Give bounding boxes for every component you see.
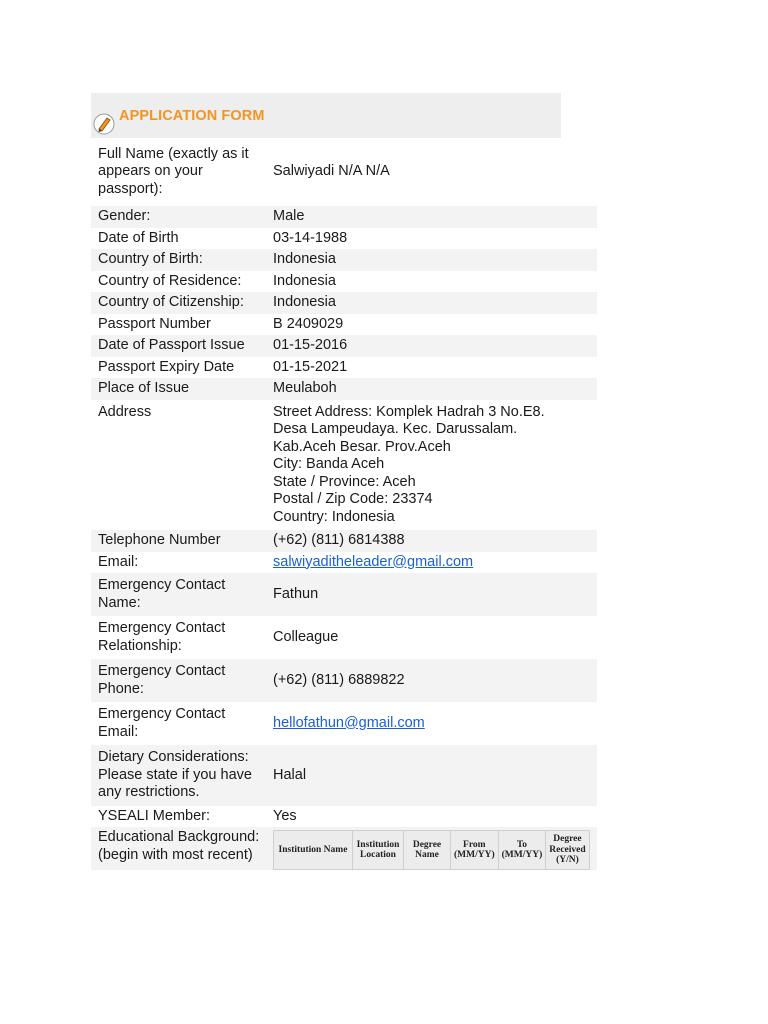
row-emergency-contact-email — [91, 702, 597, 745]
field-value: Indonesia — [266, 249, 597, 271]
row-yseali-member — [91, 806, 597, 828]
emergency-email-cell — [266, 702, 597, 745]
education-table — [273, 830, 590, 870]
address-line: State / Province: Aceh — [273, 473, 416, 490]
field-value: Halal — [266, 745, 597, 806]
row-country-of-residence — [91, 271, 597, 293]
row-address — [91, 400, 597, 531]
row-passport-number — [91, 314, 597, 336]
row-passport-expiry-date — [91, 357, 597, 379]
form-fields-table — [91, 138, 597, 870]
field-value: Yes — [273, 807, 297, 824]
address-line: Kab.Aceh Besar. Prov.Aceh — [273, 438, 451, 455]
field-label: Emergency Contact Email: — [98, 706, 226, 740]
field-value: 03-14-1988 — [273, 229, 348, 246]
column-header: Degree Name — [404, 831, 451, 870]
field-value: Salwiyadi N/A N/A — [273, 163, 390, 180]
field-value: Meulaboh — [266, 378, 597, 400]
field-value: Indonesia — [273, 272, 336, 289]
field-label: Email: — [98, 553, 139, 570]
column-header: To (MM/YY) — [498, 831, 546, 870]
field-label: Date of Birth — [98, 229, 179, 246]
address-value — [266, 400, 597, 531]
field-value: B 2409029 — [273, 315, 344, 332]
field-label: Emergency Contact Relationship: — [98, 620, 226, 654]
field-label: Passport Number — [98, 315, 211, 332]
address-line: Country: Indonesia — [273, 508, 395, 525]
form-header — [91, 93, 561, 138]
education-cell — [266, 827, 597, 870]
row-emergency-contact-name — [91, 573, 597, 616]
email-link[interactable]: salwiyaditheleader@gmail.com — [273, 553, 474, 570]
row-emergency-contact-relationship — [91, 616, 597, 659]
field-label: Country of Residence: — [98, 272, 242, 289]
row-country-of-birth — [91, 249, 597, 271]
address-line: Postal / Zip Code: 23374 — [273, 491, 433, 507]
field-label: Place of Issue — [91, 378, 266, 400]
field-label: Passport Expiry Date — [98, 358, 235, 375]
address-line: City: Banda Aceh — [273, 456, 385, 472]
row-educational-background — [91, 827, 597, 870]
field-label: Country of Citizenship: — [91, 292, 266, 314]
column-header: Degree Received (Y/N) — [546, 831, 589, 870]
field-value: 01-15-2021 — [273, 358, 348, 375]
field-label: Telephone Number — [91, 530, 266, 552]
education-header-row — [274, 831, 590, 870]
field-value: 01-15-2016 — [266, 335, 597, 357]
row-telephone — [91, 530, 597, 552]
field-value: Colleague — [273, 628, 339, 645]
row-full-name — [91, 138, 597, 206]
field-label: Dietary Considerations: Please state if you have any restrictions. — [91, 745, 266, 806]
field-value: Fathun — [266, 573, 597, 616]
field-label: Gender: — [91, 206, 266, 228]
field-label: Educational Background: (begin with most recent) — [91, 827, 266, 870]
field-label: Country of Birth: — [91, 249, 266, 271]
field-label: Address — [98, 403, 152, 420]
form-title: APPLICATION FORM — [119, 108, 265, 124]
address-line: Street Address: Komplek Hadrah 3 No.E8. — [273, 403, 545, 420]
row-passport-issue-date — [91, 335, 597, 357]
column-header: From (MM/YY) — [451, 831, 499, 870]
email-cell — [266, 552, 597, 574]
row-gender — [91, 206, 597, 228]
row-date-of-birth — [91, 228, 597, 250]
address-line: Desa Lampeudaya. Kec. Darussalam. — [273, 421, 518, 437]
row-place-of-issue — [91, 378, 597, 400]
field-label: YSEALI Member: — [98, 807, 211, 824]
column-header: Institution Name — [274, 831, 353, 870]
field-label: Emergency Contact Name: — [91, 573, 266, 616]
application-form — [91, 93, 597, 870]
field-value: Indonesia — [266, 292, 597, 314]
row-dietary-considerations — [91, 745, 597, 806]
field-value: (+62) (811) 6814388 — [266, 530, 597, 552]
emergency-email-link[interactable]: hellofathun@gmail.com — [273, 714, 425, 731]
row-country-of-citizenship — [91, 292, 597, 314]
field-value: Male — [266, 206, 597, 228]
field-value: (+62) (811) 6889822 — [266, 659, 597, 702]
row-email — [91, 552, 597, 574]
field-label: Date of Passport Issue — [91, 335, 266, 357]
pencil-icon — [93, 113, 115, 135]
column-header: Institution Location — [353, 831, 404, 870]
field-label: Full Name (exactly as it appears on your passport): — [98, 145, 249, 197]
field-label: Emergency Contact Phone: — [91, 659, 266, 702]
row-emergency-contact-phone — [91, 659, 597, 702]
